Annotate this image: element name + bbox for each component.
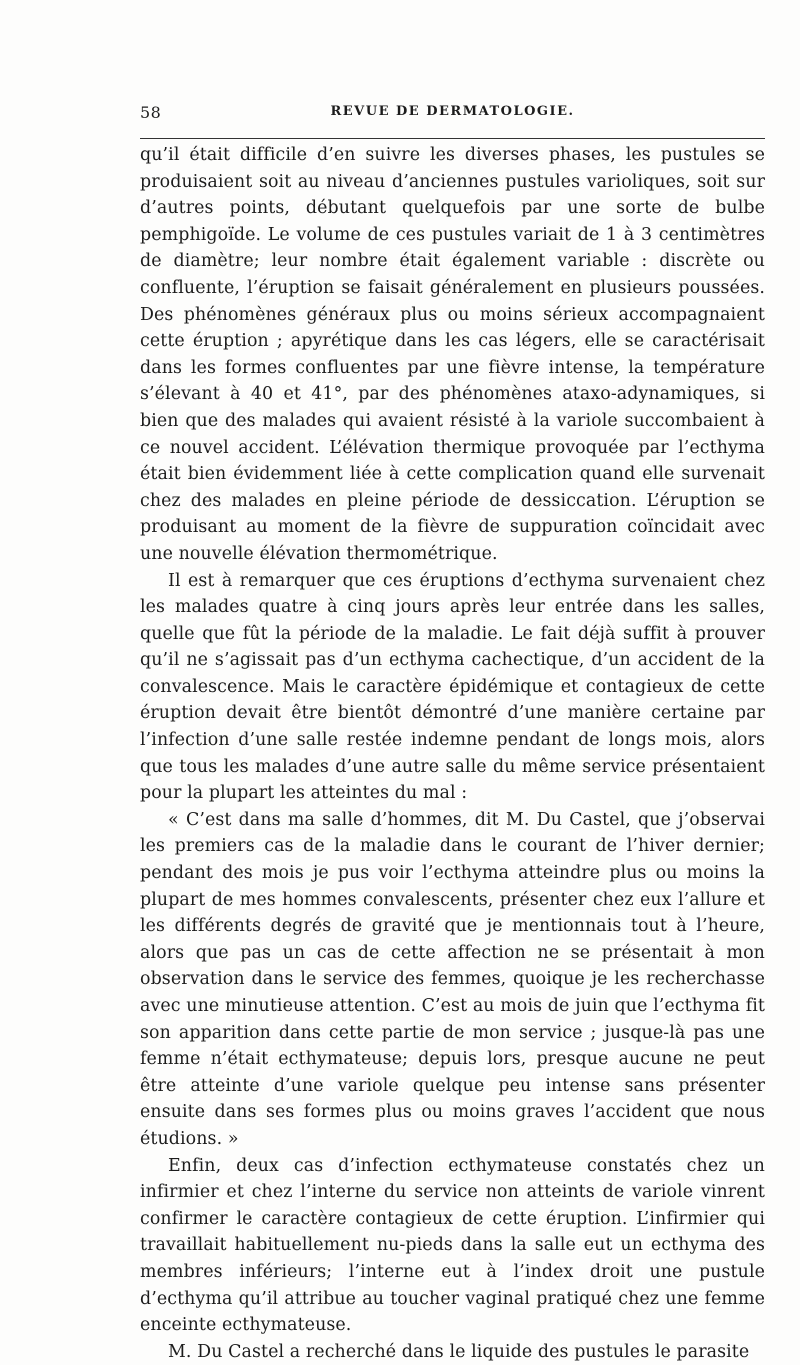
paragraph-3-quote: « C’est dans ma salle d’hommes, dit M. Du Castel, que j’observai les premiers cas de la maladie dans le courant de l’hiver dernier; pendant des mois je pus voir l’ecthyma atteindre plus ou moins la plupart de mes hommes convalescents, présenter chez eux l’allure et les différents degrés de gravité que je mentionnais tout à l’heure, alors que pas un cas de cette affection ne se présentait à mon observation dans le service des femmes, quoique je les recherchasse avec une minutieuse attention. C’est au mois de juin que l’ecthyma fit son apparition dans cette partie de mon service ; jusque-là pas une femme n’était ecthymateuse; depuis lors, presque aucune ne peut être atteinte d’une variole quelque peu intense sans présenter ensuite dans ses formes plus ou moins graves l’accident que nous étudions. » bbox=[140, 809, 765, 1149]
page-header bbox=[140, 103, 765, 129]
paragraph-2: Il est à remarquer que ces éruptions d’ecthyma survenaient chez les malades quatre à cinq jours après leur entrée dans les salles, quelle que fût la période de la maladie. Le fait déjà suffit à prouver qu’il ne s’agissait pas d’un ecthyma cachectique, d’un accident de la convalescence. Mais le caractère épidémique et contagieux de cette éruption devait être bientôt démontré d’une manière certaine par l’infection d’une salle restée indemne pendant de longs mois, alors que tous les malades d’une autre salle du même service présentaient pour la plupart les atteintes du mal : bbox=[140, 570, 765, 804]
page-number: 58 bbox=[140, 103, 162, 122]
running-title: REVUE DE DERMATOLOGIE. bbox=[330, 104, 575, 119]
body-text bbox=[140, 142, 765, 1365]
paragraph-5: M. Du Castel a recherché dans le liquide des pustules le parasite bbox=[168, 1341, 750, 1362]
paragraph-4: Enfin, deux cas d’infection ecthymateuse constatés chez un infirmier et chez l’interne du service non atteints de variole vinrent confirmer le caractère contagieux de cette éruption. L’infirmier qui travaillait habituellement nu-pieds dans la salle eut un ecthyma des membres inférieurs; l’interne eut à l’index droit une pustule d’ecthyma qu’il attribue au toucher vaginal pratiqué chez une femme enceinte ecthymateuse. bbox=[140, 1155, 765, 1336]
header-rule bbox=[140, 138, 765, 139]
paragraph-1: qu’il était difficile d’en suivre les diverses phases, les pustules se produisaient soit au niveau d’anciennes pustules varioliques, soit sur d’autres points, débutant quelquefois par une sorte de bulbe pemphigoïde. Le volume de ces pustules variait de 1 à 3 centimètres de diamètre; leur nombre était également variable : discrète ou confluente, l’éruption se faisait généralement en plusieurs poussées. Des phénomènes généraux plus ou moins sérieux accompagnaient cette éruption ; apyrétique dans les cas légers, elle se caractérisait dans les formes confluentes par une fièvre intense, la température s’élevant à 40 et 41°, par des phénomènes ataxo-adynamiques, si bien que des malades qui avaient résisté à la variole succombaient à ce nouvel accident. L’élévation thermique provoquée par l’ecthyma était bien évidemment liée à cette complication quand elle survenait chez des malades en pleine période de dessiccation. L’éruption se produisant au moment de la fièvre de suppuration coïncidait avec une nouvelle élévation thermométrique. bbox=[140, 145, 765, 564]
